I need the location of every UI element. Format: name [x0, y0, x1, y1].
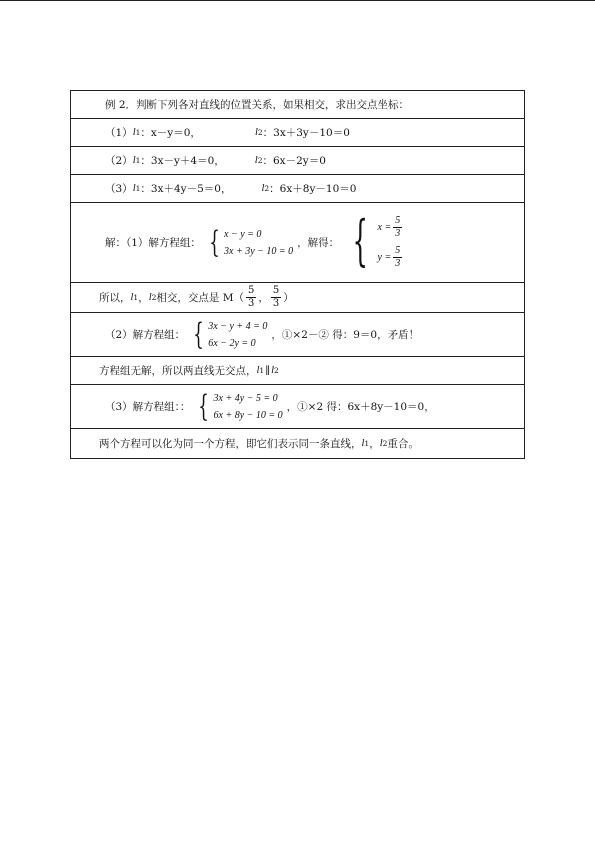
line-l2-symbol: l — [261, 183, 265, 194]
item-row-1 — [71, 119, 525, 147]
left-brace: { — [193, 316, 204, 352]
fraction — [393, 215, 402, 240]
subscript: 1 — [135, 128, 141, 137]
subscript: 2 — [264, 184, 270, 193]
solution-2-row — [71, 313, 525, 357]
solution-prefix: 解：（1）解方程组： — [105, 237, 201, 249]
conclusion-text: 方程组无解，所以两直线无交点， — [99, 365, 257, 377]
solution-mid-text: ，解得： — [297, 237, 340, 249]
solution-1-conclusion-row — [71, 283, 525, 313]
line-l1-symbol: l — [361, 438, 365, 449]
conclusion-prefix: 所以， — [99, 292, 131, 304]
equation-system — [194, 390, 282, 424]
line-l2-symbol: l — [254, 155, 258, 166]
y-lhs: y = — [377, 252, 392, 263]
subscript: 1 — [259, 366, 265, 375]
solution-3-row — [71, 385, 525, 429]
fraction-numerator: 5 — [395, 215, 401, 226]
parallel-symbol: ∥ — [265, 364, 271, 377]
item-row-3 — [71, 175, 525, 203]
separator: ， — [369, 438, 380, 450]
line-l1-symbol: l — [132, 127, 136, 138]
line-l2-symbol: l — [379, 438, 383, 449]
solution-suffix: ，①×2 得：6x＋8y－10＝0， — [286, 401, 435, 413]
example-table — [70, 90, 525, 459]
fraction-numerator: 5 — [272, 285, 280, 296]
system-equation-2: 6x − 2y = 0 — [208, 337, 256, 349]
item-number: （2） — [105, 155, 133, 167]
fraction-numerator: 5 — [395, 245, 401, 256]
subscript: 1 — [364, 439, 370, 448]
conclusion-text: 两个方程可以化为同一个方程，即它们表示同一条直线， — [99, 438, 362, 450]
line-l1-equation: ：3x＋4y－5＝0， — [140, 183, 232, 195]
subscript: 1 — [135, 156, 141, 165]
item-number: （3） — [105, 183, 133, 195]
solution-3-conclusion-row — [71, 429, 525, 459]
system-equation-1: x − y = 0 — [224, 228, 262, 240]
item-row-2 — [71, 147, 525, 175]
subscript: 2 — [257, 128, 263, 137]
solution-prefix: （2）解方程组： — [105, 329, 186, 341]
x-lhs: x = — [377, 222, 392, 233]
fraction-denominator: 3 — [395, 228, 401, 239]
line-l2-symbol: l — [254, 127, 258, 138]
fraction — [271, 285, 281, 310]
left-brace: { — [352, 208, 369, 272]
solution-system — [343, 208, 404, 273]
item-number: （1） — [105, 127, 133, 139]
line-l1-symbol: l — [132, 183, 136, 194]
solution-suffix: ，①×2－② 得：9＝0，矛盾！ — [271, 329, 420, 341]
comma: ， — [258, 292, 269, 304]
system-equation-1: 3x + 4y − 5 = 0 — [213, 392, 278, 404]
conclusion-suffix: 重合。 — [387, 438, 419, 450]
line-l2-equation: ：6x＋8y－10＝0 — [269, 183, 357, 195]
line-l2-symbol: l — [271, 365, 274, 376]
solution-1-row — [71, 203, 525, 283]
fraction — [393, 245, 402, 270]
solution-2-conclusion-row — [71, 357, 525, 385]
left-brace: { — [198, 388, 210, 424]
line-l1-symbol: l — [130, 292, 134, 303]
close-paren: ） — [283, 292, 294, 304]
title-row — [71, 91, 525, 119]
subscript: 2 — [382, 439, 388, 448]
separator: ， — [138, 292, 149, 304]
fraction-denominator: 3 — [272, 298, 280, 309]
example-title: 例 2．判断下列各对直线的位置关系，如果相交，求出交点坐标： — [71, 91, 525, 119]
subscript: 2 — [151, 293, 157, 302]
fraction-denominator: 3 — [395, 258, 401, 269]
fraction — [246, 285, 256, 310]
line-l2-equation: ：6x－2y＝0 — [262, 155, 326, 167]
fraction-denominator: 3 — [248, 298, 255, 309]
intersection-text: 相交，交点是 M（ — [156, 292, 244, 304]
system-equation-2: 6x + 8y − 10 = 0 — [213, 409, 283, 421]
subscript: 1 — [133, 293, 139, 302]
left-brace: { — [209, 224, 220, 260]
equation-system — [205, 226, 293, 260]
fraction-numerator: 5 — [248, 285, 255, 296]
line-l1-equation: ：3x－y＋4＝0， — [140, 155, 225, 167]
line-l2-symbol: l — [148, 292, 152, 303]
line-l1-symbol: l — [132, 155, 136, 166]
equation-system — [189, 318, 267, 352]
page-top-rule — [0, 0, 595, 1]
line-l2-equation: ：3x＋3y－10＝0 — [262, 127, 350, 139]
solution-prefix: （3）解方程组：： — [105, 401, 191, 413]
system-equation-2: 3x + 3y − 10 = 0 — [224, 245, 294, 257]
subscript: 1 — [135, 184, 141, 193]
line-l1-equation: ：x－y＝0， — [140, 127, 201, 139]
line-l1-symbol: l — [256, 365, 260, 376]
subscript: 2 — [273, 366, 279, 375]
subscript: 2 — [257, 156, 263, 165]
system-equation-1: 3x − y + 4 = 0 — [208, 320, 268, 332]
